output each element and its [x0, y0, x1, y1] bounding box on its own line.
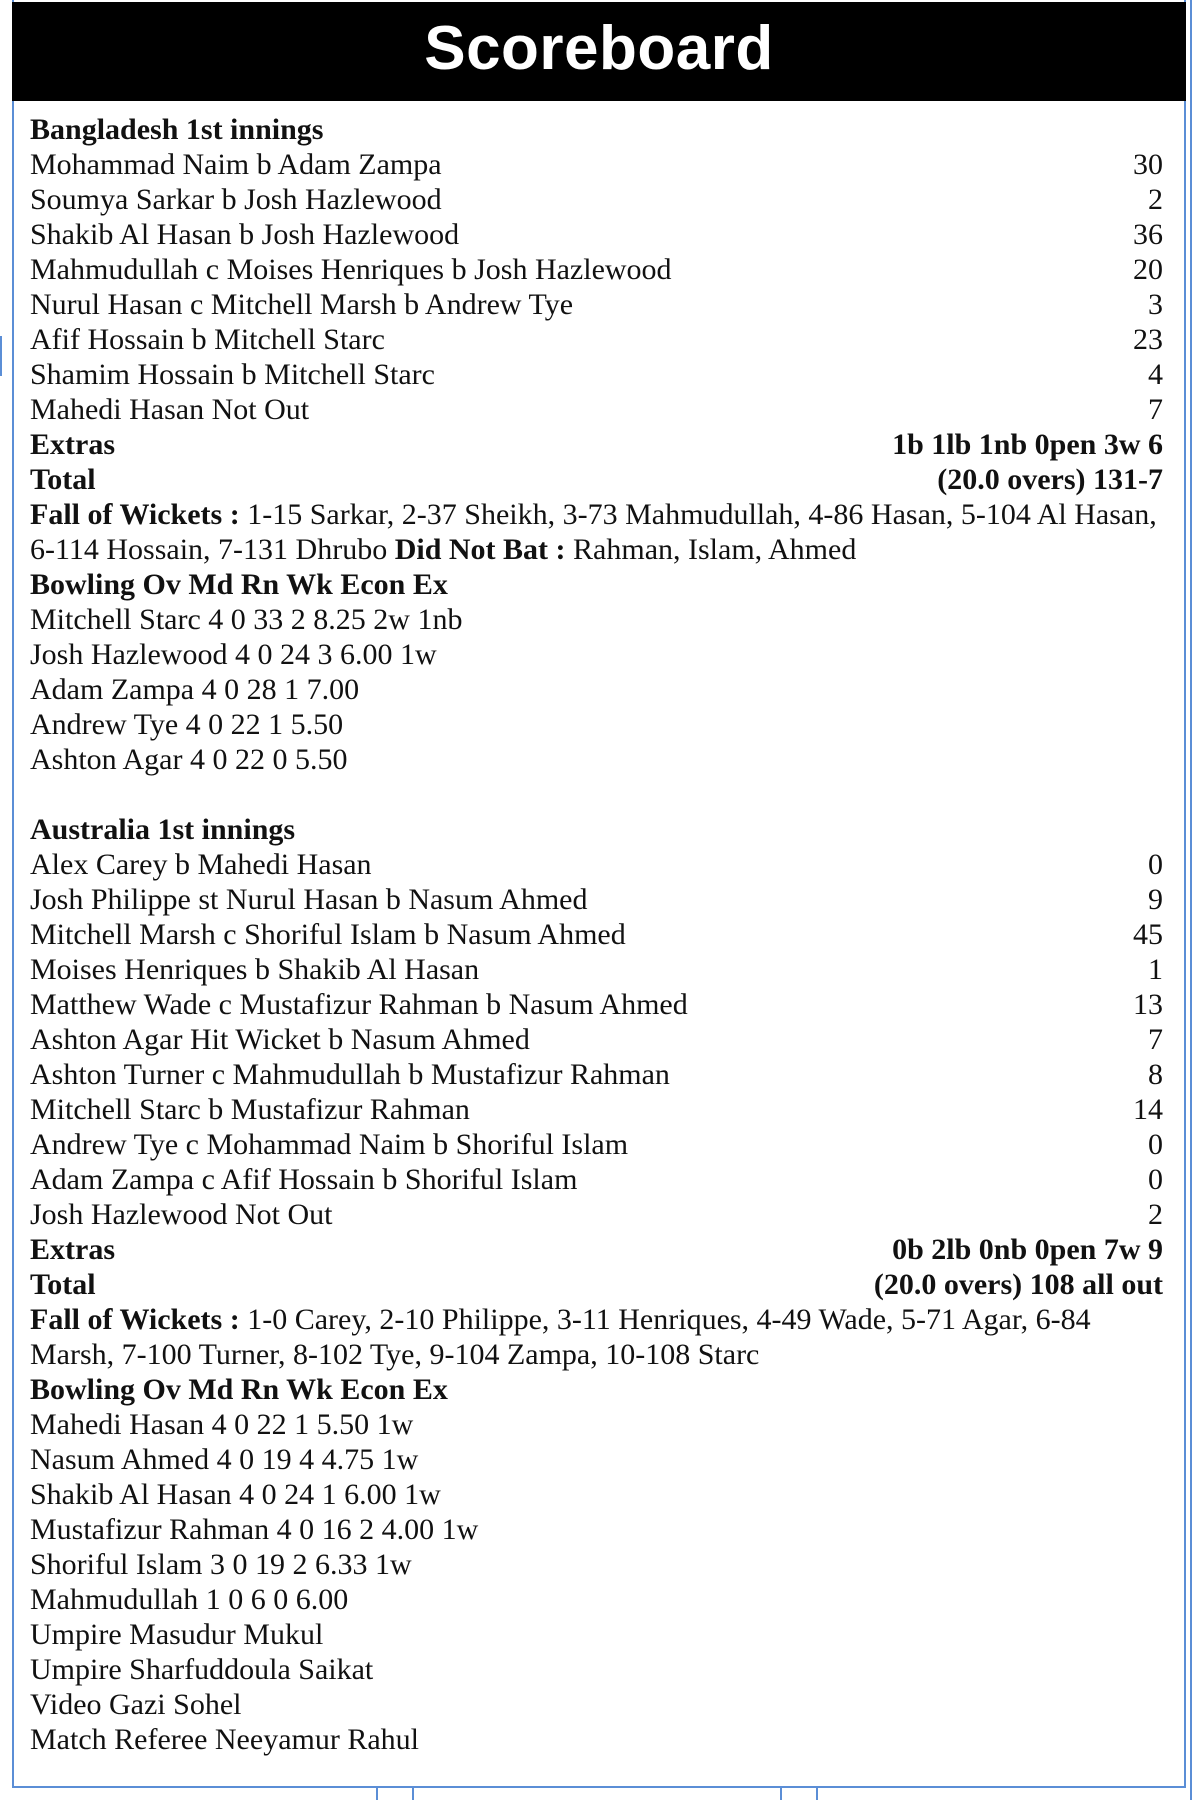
- guide-bottom-1: [376, 1788, 378, 1800]
- batting-row: [30, 1162, 1163, 1197]
- batting-row: [30, 987, 1163, 1022]
- bowling-row: Mustafizur Rahman 4 0 16 2 4.00 1w: [30, 1513, 479, 1546]
- batter-desc: Afif Hossain b Mitchell Starc: [30, 323, 385, 356]
- extras-value: 0b 2lb 0nb 0pen 7w 9: [892, 1233, 1163, 1266]
- batting-row: [30, 1197, 1163, 1232]
- batting-row: [30, 847, 1163, 882]
- total-row: [30, 462, 1163, 497]
- batter-runs: 45: [1133, 918, 1163, 951]
- batter-desc: Mahedi Hasan Not Out: [30, 393, 310, 426]
- guide-left-short: [0, 336, 2, 376]
- batter-desc: Ashton Agar Hit Wicket b Nasum Ahmed: [30, 1023, 530, 1056]
- batter-desc: Alex Carey b Mahedi Hasan: [30, 848, 372, 881]
- total-value: (20.0 overs) 131-7: [937, 463, 1163, 496]
- batter-desc: Adam Zampa c Afif Hossain b Shoriful Islam: [30, 1163, 578, 1196]
- batting-row: [30, 1127, 1163, 1162]
- batter-desc: Shamim Hossain b Mitchell Starc: [30, 358, 435, 391]
- batter-desc: Matthew Wade c Mustafizur Rahman b Nasum Ahmed: [30, 988, 688, 1021]
- frame-bottom-border: [12, 1786, 1186, 1788]
- fall-of-wickets: [30, 497, 1163, 567]
- bowling-row: Nasum Ahmed 4 0 19 4 4.75 1w: [30, 1443, 419, 1476]
- batting-row: [30, 1092, 1163, 1127]
- batter-runs: 2: [1148, 1198, 1163, 1231]
- batter-desc: Nurul Hasan c Mitchell Marsh b Andrew Tye: [30, 288, 574, 321]
- batter-desc: Mahmudullah c Moises Henriques b Josh Hazlewood: [30, 253, 672, 286]
- fow-label: Fall of Wickets :: [30, 498, 240, 531]
- guide-bottom-4: [816, 1788, 818, 1800]
- batting-row: [30, 217, 1163, 252]
- innings-heading: Bangladesh 1st innings: [30, 113, 324, 146]
- scorecard-body: [30, 112, 1163, 1757]
- bowling-header: Bowling Ov Md Rn Wk Econ Ex: [30, 1373, 448, 1406]
- batter-runs: 9: [1148, 883, 1163, 916]
- bowling-row: Mahedi Hasan 4 0 22 1 5.50 1w: [30, 1408, 414, 1441]
- batter-desc: Josh Hazlewood Not Out: [30, 1198, 333, 1231]
- batter-runs: 0: [1148, 848, 1163, 881]
- dnb-label: Did Not Bat :: [394, 533, 566, 566]
- page-title: Scoreboard: [12, 2, 1186, 101]
- bowling-row: Shakib Al Hasan 4 0 24 1 6.00 1w: [30, 1478, 441, 1511]
- bowling-row: Mitchell Starc 4 0 33 2 8.25 2w 1nb: [30, 603, 463, 636]
- bowling-row: Mahmudullah 1 0 6 0 6.00: [30, 1583, 349, 1616]
- batter-runs: 20: [1133, 253, 1163, 286]
- batter-desc: Shakib Al Hasan b Josh Hazlewood: [30, 218, 460, 251]
- total-row: [30, 1267, 1163, 1302]
- bowling-row: Ashton Agar 4 0 22 0 5.50: [30, 743, 348, 776]
- fall-of-wickets: [30, 1302, 1163, 1372]
- batting-row: [30, 952, 1163, 987]
- batter-runs: 3: [1148, 288, 1163, 321]
- batter-desc: Moises Henriques b Shakib Al Hasan: [30, 953, 480, 986]
- batter-runs: 14: [1133, 1093, 1163, 1126]
- total-label: Total: [30, 463, 96, 496]
- section-gap: [30, 777, 1163, 812]
- fow-text: 1-0 Carey, 2-10 Philippe, 3-11 Henriques, 4-49 Wade, 5-71 Agar, 6-84 Marsh, 7-100 Turner, 8-102 Tye, 9-104 Zampa, 10-108 Starc: [30, 1303, 1091, 1371]
- extras-label: Extras: [30, 428, 115, 461]
- batter-runs: 13: [1133, 988, 1163, 1021]
- batting-row: [30, 182, 1163, 217]
- official-line: Match Referee Neeyamur Rahul: [30, 1723, 419, 1756]
- batting-row: [30, 392, 1163, 427]
- guide-right-long: [1190, 0, 1192, 1800]
- total-label: Total: [30, 1268, 96, 1301]
- batter-runs: 36: [1133, 218, 1163, 251]
- guide-bottom-3: [780, 1788, 782, 1800]
- batter-runs: 0: [1148, 1163, 1163, 1196]
- batter-desc: Andrew Tye c Mohammad Naim b Shoriful Islam: [30, 1128, 629, 1161]
- extras-label: Extras: [30, 1233, 115, 1266]
- bowling-row: Andrew Tye 4 0 22 1 5.50: [30, 708, 344, 741]
- fow-label: Fall of Wickets :: [30, 1303, 240, 1336]
- batting-row: [30, 252, 1163, 287]
- batting-row: [30, 1022, 1163, 1057]
- frame-left-border: [12, 0, 14, 1788]
- bowling-header: Bowling Ov Md Rn Wk Econ Ex: [30, 568, 448, 601]
- batting-row: [30, 147, 1163, 182]
- frame-right-border: [1184, 0, 1186, 1788]
- batting-row: [30, 882, 1163, 917]
- bowling-row: Adam Zampa 4 0 28 1 7.00: [30, 673, 360, 706]
- batter-desc: Josh Philippe st Nurul Hasan b Nasum Ahmed: [30, 883, 588, 916]
- batting-row: [30, 322, 1163, 357]
- extras-value: 1b 1lb 1nb 0pen 3w 6: [892, 428, 1163, 461]
- batting-row: [30, 357, 1163, 392]
- fow-text: 1-15 Sarkar, 2-37 Sheikh, 3-73 Mahmudullah, 4-86 Hasan, 5-104 Al Hasan, 6-114 Hossain, 7-131 Dhrubo: [30, 498, 1157, 566]
- batter-desc: Soumya Sarkar b Josh Hazlewood: [30, 183, 442, 216]
- batter-runs: 7: [1148, 1023, 1163, 1056]
- batter-runs: 1: [1148, 953, 1163, 986]
- batter-runs: 7: [1148, 393, 1163, 426]
- official-line: Umpire Masudur Mukul: [30, 1618, 324, 1651]
- bowling-row: Shoriful Islam 3 0 19 2 6.33 1w: [30, 1548, 412, 1581]
- total-value: (20.0 overs) 108 all out: [873, 1268, 1163, 1301]
- extras-row: [30, 1232, 1163, 1267]
- batting-row: [30, 287, 1163, 322]
- batter-runs: 23: [1133, 323, 1163, 356]
- batter-runs: 30: [1133, 148, 1163, 181]
- extras-row: [30, 427, 1163, 462]
- official-line: Video Gazi Sohel: [30, 1688, 242, 1721]
- batter-runs: 4: [1148, 358, 1163, 391]
- batter-desc: Mitchell Starc b Mustafizur Rahman: [30, 1093, 470, 1126]
- dnb-text: Rahman, Islam, Ahmed: [565, 533, 857, 566]
- guide-bottom-2: [412, 1788, 414, 1800]
- official-line: Umpire Sharfuddoula Saikat: [30, 1653, 374, 1686]
- batter-runs: 0: [1148, 1128, 1163, 1161]
- batting-row: [30, 917, 1163, 952]
- batter-runs: 2: [1148, 183, 1163, 216]
- innings-heading: Australia 1st innings: [30, 813, 296, 846]
- batter-runs: 8: [1148, 1058, 1163, 1091]
- bowling-row: Josh Hazlewood 4 0 24 3 6.00 1w: [30, 638, 437, 671]
- batting-row: [30, 1057, 1163, 1092]
- batter-desc: Ashton Turner c Mahmudullah b Mustafizur Rahman: [30, 1058, 670, 1091]
- batter-desc: Mitchell Marsh c Shoriful Islam b Nasum Ahmed: [30, 918, 626, 951]
- batter-desc: Mohammad Naim b Adam Zampa: [30, 148, 442, 181]
